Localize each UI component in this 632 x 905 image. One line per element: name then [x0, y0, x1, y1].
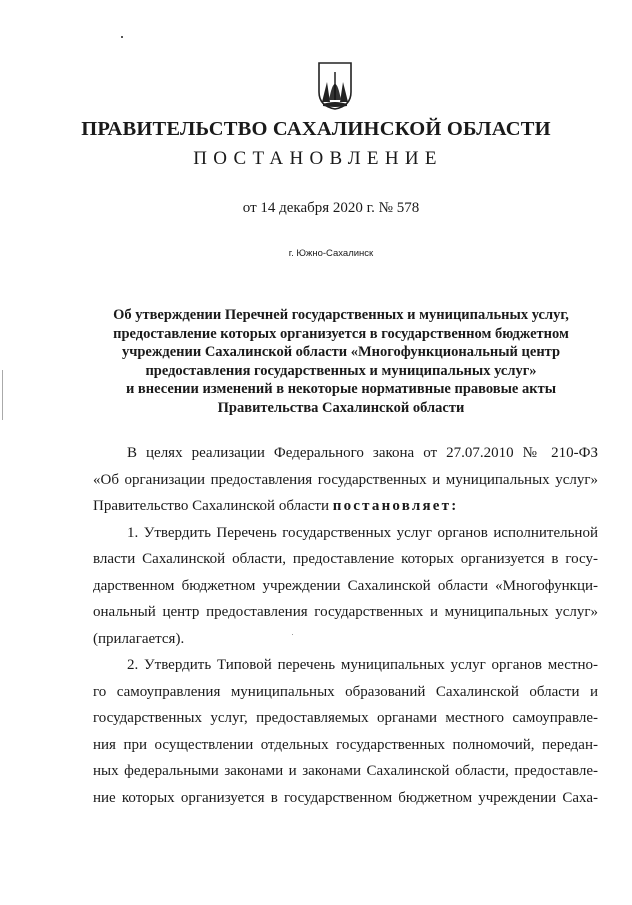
item2-line: ние которых организуется в государственном бюджетном учреждении Саха- [93, 789, 598, 806]
preamble-subject: Правительство Сахалинской области [93, 498, 333, 514]
item1-line: ональный центр предоставления государственных и муниципальных услуг» [93, 604, 598, 620]
issue-city: г. Южно-Сахалинск [288, 248, 374, 259]
item2-line: ния при осуществлении отдельных государственных полномочий, передан- [93, 736, 598, 753]
scan-speck [292, 634, 293, 635]
document-date-number: от 14 декабря 2020 г. № 578 [242, 200, 420, 216]
title-line: Правительства Сахалинской области [217, 399, 465, 416]
resolution-body [93, 440, 598, 811]
scan-speck [2, 370, 3, 420]
item1-line: дарственном бюджетном учреждении Сахалинской области «Многофункци- [93, 577, 598, 594]
title-line: предоставление которых организуется в государственном бюджетном [113, 325, 569, 342]
item2-line: 2. Утвердить Типовой перечень муниципальных услуг органов местно- [127, 657, 598, 673]
preamble-decree-word: постановляет: [332, 498, 459, 514]
title-line: и внесении изменений в некоторые нормативные правовые акты [125, 381, 557, 398]
preamble-line: «Об организации предоставления государственных и муниципальных услуг» [93, 471, 598, 488]
resolution-title [90, 306, 592, 418]
item2-line: го самоуправления муниципальных образований Сахалинской области и [93, 683, 598, 700]
preamble-line: В целях реализации Федерального закона от 27.07.2010 № 210-ФЗ [127, 445, 598, 461]
item1-line: власти Сахалинской области, предоставление которых организуется в госу- [93, 551, 598, 567]
title-line: Об утверждении Перечней государственных и муниципальных услуг, [113, 307, 569, 323]
authority-name: ПРАВИТЕЛЬСТВО САХАЛИНСКОЙ ОБЛАСТИ [81, 118, 551, 140]
item2-line: ных федеральными законами и законами Сахалинской области, предоставле- [93, 763, 598, 779]
title-line: предоставления государственных и муниципальных услуг» [145, 362, 537, 379]
scan-speck [121, 36, 123, 38]
item1-line: (прилагается). [93, 630, 185, 647]
item1-line: 1. Утвердить Перечень государственных услуг органов исполнительной [127, 524, 598, 541]
title-line: учреждении Сахалинской области «Многофункциональный центр [121, 344, 561, 361]
preamble-line [93, 493, 598, 520]
sakhalin-coat-of-arms-icon [318, 62, 352, 110]
item2-line: государственных услуг, предоставляемых органами местного самоуправле- [93, 710, 598, 726]
document-type: ПОСТАНОВЛЕНИЕ [193, 148, 443, 169]
